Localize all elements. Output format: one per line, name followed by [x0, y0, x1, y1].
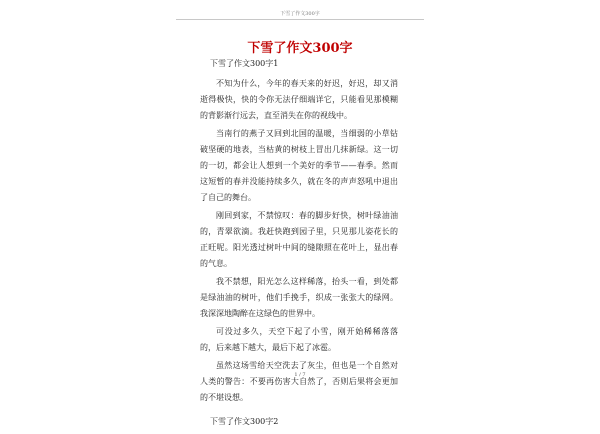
paragraph: 刚回到家，不禁惊叹：春的脚步好快，树叶绿油油的，青翠欲滴。我赶快跑到园子里，只见那儿姿花长的正旺呢。阳光透过树叶中间的缝隙照在花叶上，显出春的气息。	[200, 211, 398, 268]
section-heading: 下雪了作文300字2	[210, 417, 279, 426]
paragraph: 当南行的燕子又回到北国的温暖，当细弱的小草钻破坚硬的地表，当枯黄的树枝上冒出几抹新绿。这一切的一切，都会让人想到一个美好的季节——春季。然而这短暂的春并没能持续多久，就在冬的声声怒吼中退出了自己的舞台。	[200, 129, 398, 202]
page-number: 1 / 7	[294, 372, 306, 378]
paragraph: 不知为什么，今年的春天来的好迟，好迟，却又消逝得极快，快的令你无法仔细端详它，只能看见那模糊的背影渐行远去，直至消失在你的视线中。	[200, 79, 398, 120]
paragraph: 我不禁想，阳光怎么这样稀落，抬头一看，到处都是绿油油的树叶，他们手挽手，织成一张张大的绿网。我深深地陶醉在这绿色的世界中。	[200, 277, 398, 318]
document-title: 下雪了作文300字	[247, 41, 353, 56]
header-divider	[176, 19, 424, 20]
page-header: 下雪了作文300字	[280, 11, 320, 17]
section-heading: 下雪了作文300字1	[210, 59, 279, 68]
paragraph: 可没过多久，天空下起了小雪，刚开始稀稀落落的，后来越下越大，最后下起了冰雹。	[200, 327, 398, 352]
paragraph: 虽然这场雪给天空洗去了灰尘，但也是一个自然对人类的警告：不要再伤害大自然了，否则后果将会更加的不堪设想。	[200, 361, 398, 402]
